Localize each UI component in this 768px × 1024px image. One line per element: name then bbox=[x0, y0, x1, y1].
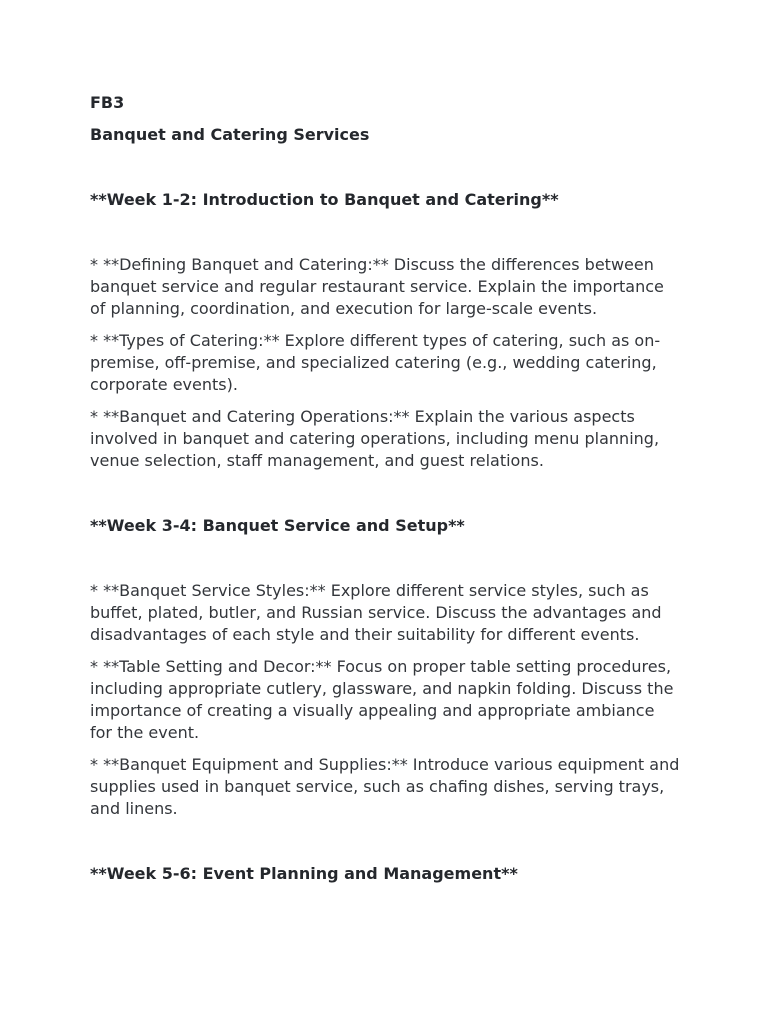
section-week-3-4 bbox=[90, 515, 678, 820]
week-heading: **Week 5-6: Event Planning and Management** bbox=[90, 864, 518, 883]
section-week-5-6 bbox=[90, 863, 678, 885]
week-heading: **Week 1-2: Introduction to Banquet and Catering** bbox=[90, 190, 559, 209]
bullet-item: * **Defining Banquet and Catering:** Discuss the differences between banquet service and regular restaurant service. Explain the importance of planning, coordination, and execution for large-scale events. bbox=[90, 255, 664, 318]
week-heading: **Week 3-4: Banquet Service and Setup** bbox=[90, 516, 465, 535]
bullet-item: * **Banquet Service Styles:** Explore different service styles, such as buffet, plated, butler, and Russian service. Discuss the advantages and disadvantages of each style and their suitability for different events. bbox=[90, 581, 662, 644]
bullet-item: * **Banquet Equipment and Supplies:** Introduce various equipment and supplies used in banquet service, such as chafing dishes, serving trays, and linens. bbox=[90, 755, 680, 818]
course-title: Banquet and Catering Services bbox=[90, 125, 370, 144]
bullet-item: * **Banquet and Catering Operations:** Explain the various aspects involved in banquet and catering operations, including menu planning, venue selection, staff management, and guest relations. bbox=[90, 407, 660, 470]
course-code: FB3 bbox=[90, 93, 125, 112]
bullet-item: * **Types of Catering:** Explore different types of catering, such as on-premise, off-premise, and specialized catering (e.g., wedding catering, corporate events). bbox=[90, 331, 661, 394]
bullet-item: * **Table Setting and Decor:** Focus on proper table setting procedures, including appropriate cutlery, glassware, and napkin folding. Discuss the importance of creating a visually appealing and appropriate ambiance for the event. bbox=[90, 657, 674, 742]
section-week-1-2 bbox=[90, 189, 678, 472]
